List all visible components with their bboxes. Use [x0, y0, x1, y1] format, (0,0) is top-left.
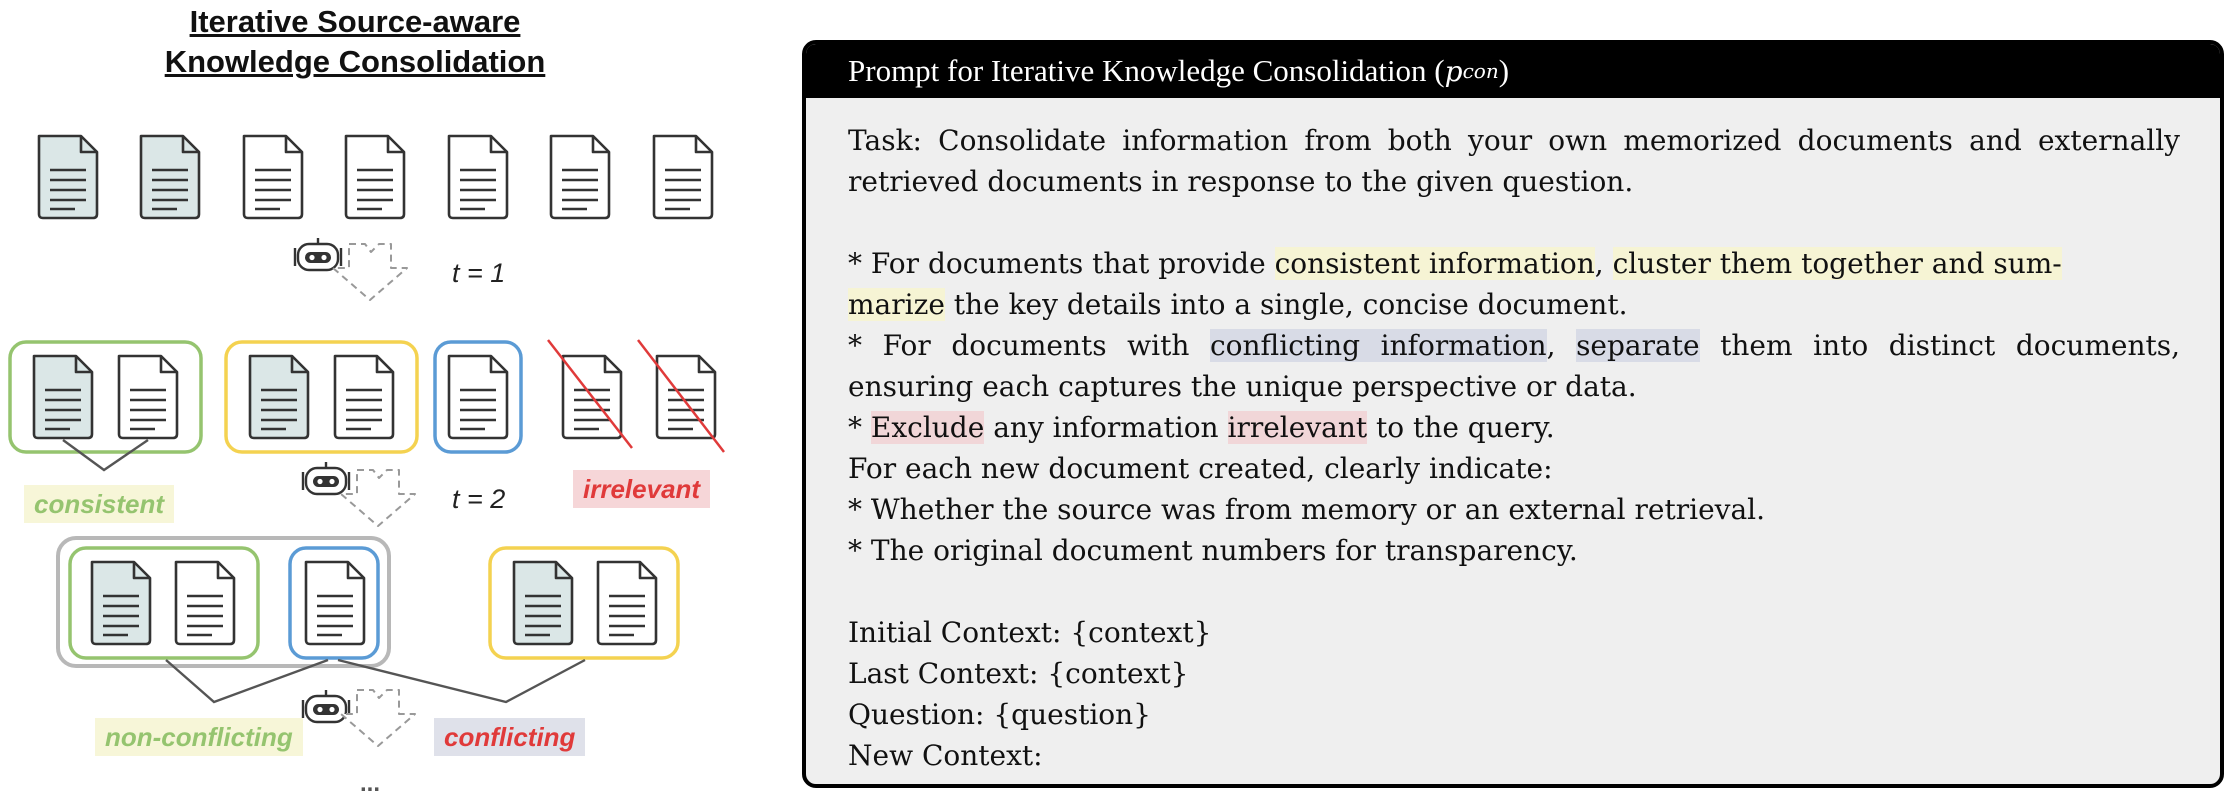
non-conflicting-label: non-conflicting — [95, 718, 303, 756]
document-icon-row2-1 — [34, 356, 92, 438]
consistent-label: consistent — [24, 485, 174, 523]
new-context-line: New Context: — [848, 739, 1043, 772]
each-new-text: For each new document created, clearly indicate: — [848, 452, 1553, 485]
prompt-title-symbol: p — [1444, 54, 1463, 88]
prompt-title-subscript: con — [1462, 59, 1499, 83]
bullet-consistent-pre: * For documents that provide — [848, 247, 1275, 280]
document-icon-row2-2 — [119, 356, 177, 438]
highlight-conflicting-information: conflicting information — [1209, 329, 1547, 362]
document-icon-top-5 — [449, 136, 507, 218]
document-icon-top-2 — [141, 136, 199, 218]
dashed-arrow-2 — [341, 470, 415, 526]
diagram-title-line1: Iterative Source-aware — [189, 4, 521, 39]
document-icon-row2-4 — [335, 356, 393, 438]
document-icon-row3-3 — [306, 562, 364, 644]
bullet-consistent-post: the key details into a single, concise document. — [944, 288, 1628, 321]
bullet-doc-numbers: * The original document numbers for transparency. — [848, 534, 1578, 567]
prompt-header — [806, 44, 2220, 98]
t2-label: t = 2 — [452, 484, 506, 514]
highlight-separate: separate — [1576, 329, 1700, 362]
document-icon-row3-1 — [92, 562, 150, 644]
task-text: Task: Consolidate information from both your own memorized documents and externally retrieved documents in response to the given question. — [848, 124, 2180, 198]
bullet-consistent — [848, 243, 2180, 325]
robot-icon-3 — [303, 690, 349, 722]
bullet-irrelevant-mid: any information — [984, 411, 1228, 444]
document-icon-row3-5 — [598, 562, 656, 644]
document-icon-row2-3 — [250, 356, 308, 438]
diagram-title-line2: Knowledge Consolidation — [164, 44, 546, 79]
ellipsis: ... — [360, 770, 381, 797]
t1-label: t = 1 — [452, 258, 506, 288]
bullet-conflicting-comma: , — [1546, 329, 1577, 362]
document-icon-top-1 — [39, 136, 97, 218]
prompt-box — [802, 40, 2224, 788]
bullet-irrelevant-post: to the query. — [1367, 411, 1555, 444]
highlight-summarize: marize — [848, 288, 945, 321]
connector-consistent — [63, 440, 148, 470]
highlight-cluster: cluster them together and sum- — [1612, 247, 2062, 280]
document-icon-top-3 — [244, 136, 302, 218]
highlight-exclude: Exclude — [870, 411, 985, 444]
bullet-conflicting-post: them into distinct documents, ensuring each captures the unique perspective or data. — [848, 329, 2180, 403]
diagram-graphics — [0, 0, 780, 803]
document-icon-row3-2 — [176, 562, 234, 644]
irrelevant-label: irrelevant — [573, 470, 710, 508]
consolidation-diagram — [0, 0, 780, 803]
question-line: Question: {question} — [848, 698, 1151, 731]
document-icon-top-4 — [346, 136, 404, 218]
document-icon-top-7 — [654, 136, 712, 218]
document-icon-row2-7 — [657, 356, 715, 438]
initial-context-line: Initial Context: {context} — [848, 616, 1212, 649]
prompt-title: Prompt for Iterative Knowledge Consolidation ( — [848, 53, 1445, 88]
bullet-irrelevant — [848, 407, 2180, 448]
document-icon-row2-5 — [449, 356, 507, 438]
bullet-consistent-comma: , — [1594, 247, 1613, 280]
bullet-irrelevant-pre: * — [848, 411, 871, 444]
robot-icon-1 — [295, 238, 341, 270]
dashed-arrow-3 — [341, 690, 415, 746]
bullet-conflicting — [848, 325, 2180, 407]
dashed-arrow-1 — [333, 244, 407, 300]
highlight-consistent-information: consistent information — [1274, 247, 1595, 280]
conflicting-label: conflicting — [434, 718, 585, 756]
document-icon-top-6 — [551, 136, 609, 218]
last-context-line: Last Context: {context} — [848, 657, 1189, 690]
bullet-conflicting-pre: * For documents with — [848, 329, 1210, 362]
prompt-body — [806, 98, 2220, 776]
robot-icon-2 — [303, 462, 349, 494]
prompt-title-close: ) — [1498, 53, 1510, 88]
highlight-irrelevant: irrelevant — [1227, 411, 1368, 444]
document-icon-row3-4 — [514, 562, 572, 644]
bullet-source: * Whether the source was from memory or an external retrieval. — [848, 493, 1765, 526]
